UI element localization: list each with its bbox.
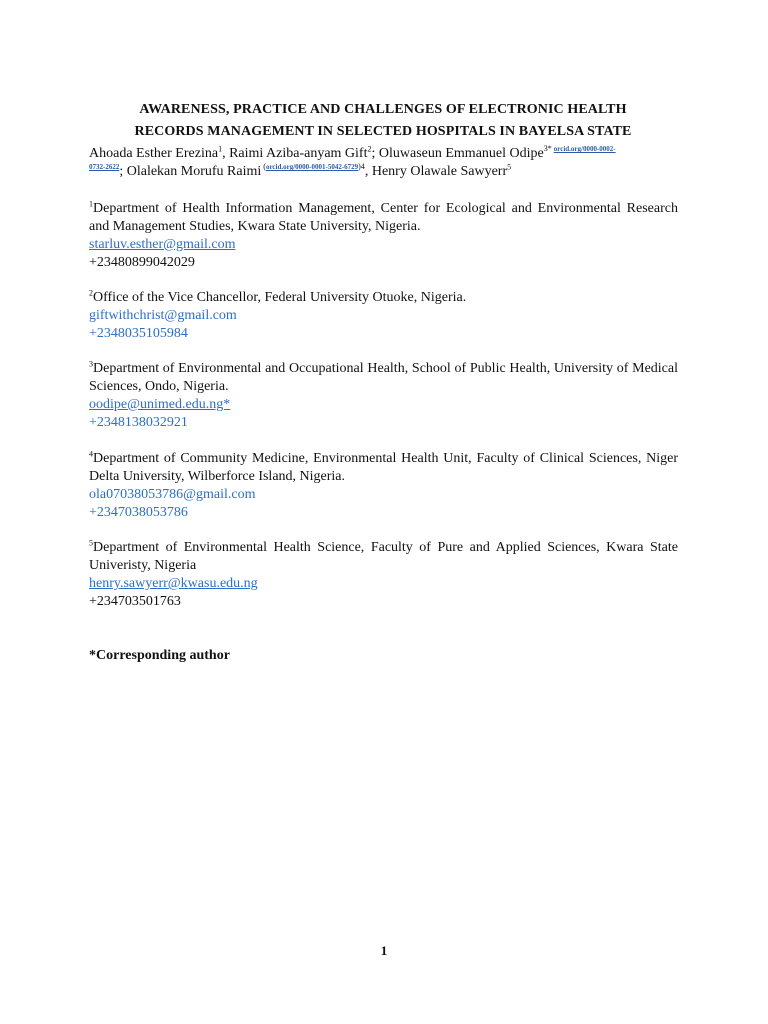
affiliation-3-text <box>89 360 678 396</box>
author-separator: , <box>222 146 230 161</box>
author-4-sup: )4 <box>358 162 365 172</box>
affiliation-2-text <box>89 289 678 307</box>
affiliation-3-phone: +2348138032921 <box>89 415 188 430</box>
author-list <box>89 145 679 181</box>
author-2-sup: 2 <box>367 144 372 154</box>
affiliation-1-email-link[interactable]: starluv.esther@gmail.com <box>89 237 236 252</box>
affiliation-5 <box>89 539 678 611</box>
author-3-orcid-link[interactable]: orcid.org/0000-0002- <box>553 145 616 154</box>
affiliation-1-body: Department of Health Information Management, Center for Ecological and Environmental Research and Management Studies, Kwara State University, Nigeria. <box>89 201 678 234</box>
affiliation-5-body: Department of Environmental Health Science, Faculty of Pure and Applied Sciences, Kwara State Univeristy, Nigeria <box>89 540 678 573</box>
affiliation-1-sup: 1 <box>89 199 93 209</box>
affiliation-1-text <box>89 200 678 236</box>
author-separator: ; <box>371 146 379 161</box>
affiliation-4-phone: +2347038053786 <box>89 505 188 520</box>
author-3-sup <box>544 144 616 153</box>
affiliation-4-sup: 4 <box>89 449 93 459</box>
author-4: Olalekan Morufu Raimi <box>126 164 262 179</box>
author-4-orcid-link[interactable]: orcid.org/0000-0001-5042-6729 <box>265 163 359 172</box>
author-5-sup: 5 <box>507 162 512 172</box>
affiliation-1 <box>89 200 678 272</box>
author-5: Henry Olawale Sawyerr <box>371 164 508 179</box>
affiliation-3 <box>89 360 678 432</box>
author-separator: , <box>364 164 372 179</box>
affiliation-5-sup: 5 <box>89 538 93 548</box>
affiliation-1-phone: +23480899042029 <box>89 255 195 270</box>
affiliation-3-email-link[interactable]: oodipe@unimed.edu.ng* <box>89 397 231 412</box>
author-separator: ; <box>119 164 127 179</box>
affiliation-2-sup: 2 <box>89 288 93 298</box>
page-number: 1 <box>380 943 388 958</box>
author-1: Ahoada Esther Erezina <box>89 146 219 161</box>
author-2: Raimi Aziba-anyam Gift <box>229 146 368 161</box>
affiliation-5-text <box>89 539 678 575</box>
author-3-orcid-link-cont[interactable]: 0732-2622 <box>89 163 120 172</box>
orcid-open-paren: ( <box>261 162 266 172</box>
author-3-orcid-cont <box>89 162 119 171</box>
affiliation-4 <box>89 450 678 522</box>
affiliation-4-text <box>89 450 678 486</box>
affiliation-2 <box>89 289 678 343</box>
author-line-2 <box>89 163 679 181</box>
affiliation-2-phone: +2348035105984 <box>89 326 188 341</box>
affiliation-2-email-link[interactable]: giftwithchrist@gmail.com <box>89 308 237 323</box>
title-line-2: RECORDS MANAGEMENT IN SELECTED HOSPITALS IN BAYELSA STATE <box>134 124 632 139</box>
affiliation-5-email-link[interactable]: henry.sawyerr@kwasu.edu.ng <box>89 576 258 591</box>
paper-title <box>88 99 678 143</box>
affiliation-4-email-link[interactable]: ola07038053786@gmail.com <box>89 487 256 502</box>
author-4-orcid <box>261 162 365 171</box>
affiliation-3-sup: 3 <box>89 359 93 369</box>
affiliation-5-phone: +234703501763 <box>89 594 181 609</box>
corresponding-author-note: *Corresponding author <box>89 648 230 663</box>
affiliation-2-body: Office of the Vice Chancellor, Federal University Otuoke, Nigeria. <box>93 290 467 305</box>
affiliation-4-body: Department of Community Medicine, Environmental Health Unit, Faculty of Clinical Sciences, Niger Delta University, Wilberforce Island, Nigeria. <box>89 451 678 484</box>
author-3: Oluwaseun Emmanuel Odipe <box>378 146 544 161</box>
author-line-1 <box>89 145 679 163</box>
author-1-sup: 1 <box>218 144 223 154</box>
title-line-1: AWARENESS, PRACTICE AND CHALLENGES OF ELECTRONIC HEALTH <box>139 102 627 117</box>
author-3-sup-mark: 3* <box>543 144 552 154</box>
affiliation-3-body: Department of Environmental and Occupational Health, School of Public Health, University of Medical Sciences, Ondo, Nigeria. <box>89 361 678 394</box>
